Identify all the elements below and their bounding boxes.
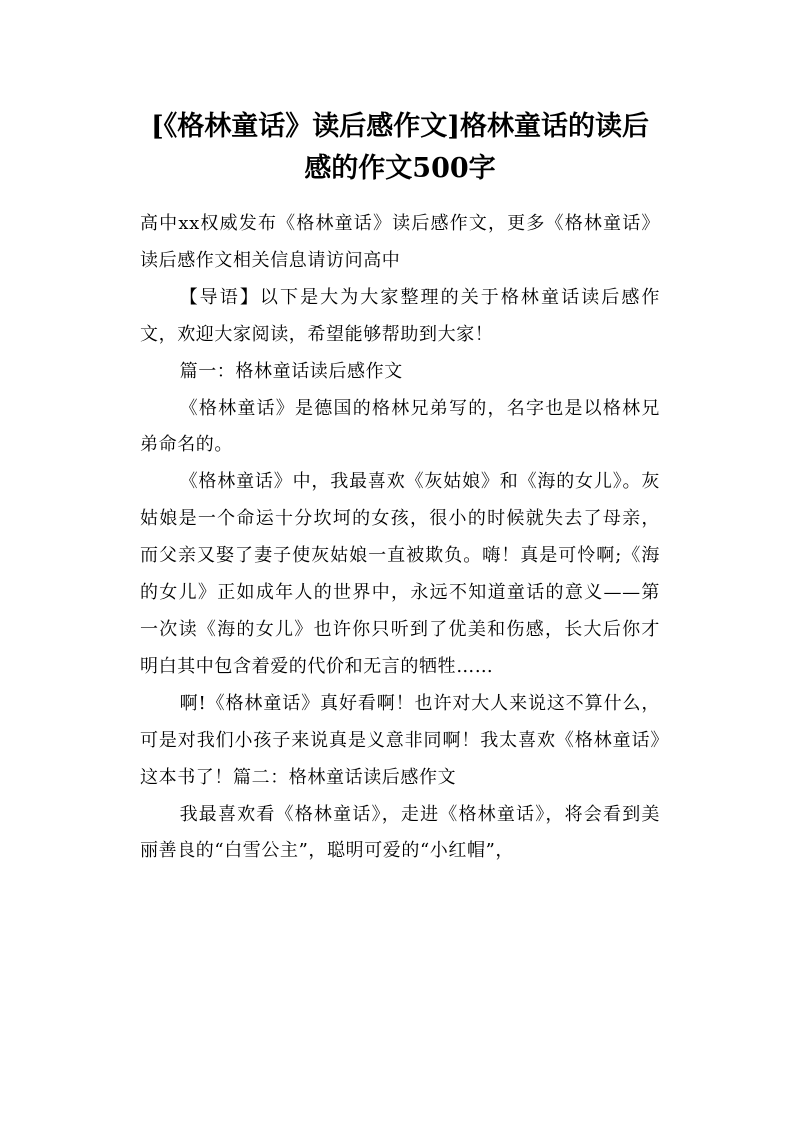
document-body [140,206,660,870]
body-paragraph: 我最喜欢看《格林童话》，走进《格林童话》，将会看到美丽善良的“白雪公主”，聪明可爱的“小红帽”， [140,803,660,862]
body-paragraph: 《格林童话》是德国的格林兄弟写的，名字也是以格林兄弟命名的。 [140,397,660,456]
body-paragraph: 啊!《格林童话》真好看啊！也许对大人来说这不算什么，可是对我们小孩子来说真是义意非同啊！我太喜欢《格林童话》这本书了！篇二：格林童话读后感作文 [140,692,660,788]
intro-paragraph: 高中xx权威发布《格林童话》读后感作文，更多《格林童话》读后感作文相关信息请访问高中 [140,213,660,271]
document-title: [《格林童话》读后感作文]格林童话的读后感的作文500字 [150,111,650,184]
section-heading-1: 篇一：格林童话读后感作文 [179,360,403,382]
body-paragraph: 《格林童话》中，我最喜欢《灰姑娘》和《海的女儿》。灰姑娘是一个命运十分坎坷的女孩，很小的时候就失去了母亲，而父亲又娶了妻子使灰姑娘一直被欺负。嗨！真是可怜啊;《海的女儿》正如成年人的世界中，永远不知道童话的意义——第一次读《海的女儿》也许你只听到了优美和伤感，长大后你才明白其中包含着爱的代价和无言的牺牲…… [140,471,660,677]
lead-paragraph: 【导语】以下是大为大家整理的关于格林童话读后感作文，欢迎大家阅读，希望能够帮助到大家！ [140,286,660,345]
